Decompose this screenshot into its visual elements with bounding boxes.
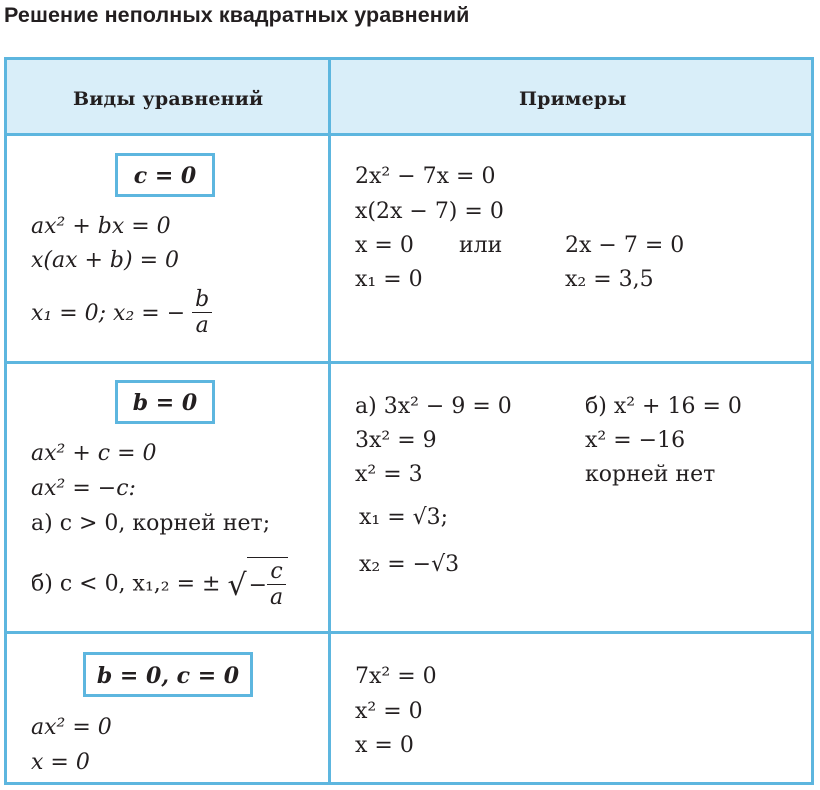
- formula-line: x = 0: [31, 750, 90, 775]
- formula-line: ax² + c = 0: [31, 441, 157, 466]
- divider: [7, 361, 811, 364]
- fraction-denominator: a: [267, 584, 286, 611]
- page-title: Решение неполных квадратных уравнений: [4, 3, 470, 27]
- example-line: б) x² + 16 = 0: [585, 394, 742, 419]
- formula-roots-text: б) c < 0, x₁,₂ = ±: [31, 571, 221, 597]
- formula-roots-text: x₁ = 0; x₂ = −: [31, 300, 186, 326]
- radical-sign-icon: √: [227, 567, 247, 603]
- example-line: x₂ = 3,5: [565, 267, 654, 292]
- example-line: x(2x − 7) = 0: [355, 199, 504, 224]
- column-header-examples: Примеры: [519, 88, 627, 110]
- formula-line: ax² = −c:: [31, 476, 136, 501]
- example-line: 7x² = 0: [355, 664, 437, 689]
- example-line: x² = 3: [355, 462, 423, 487]
- example-line: x = 0: [355, 233, 414, 258]
- example-line: x₂ = −√3: [359, 552, 460, 577]
- example-line: 3x² = 9: [355, 428, 437, 453]
- divider: [328, 60, 331, 782]
- example-or: или: [459, 233, 503, 258]
- formula-line: ax² = 0: [31, 715, 112, 740]
- formula-roots: [31, 557, 288, 612]
- formula-line: а) c > 0, корней нет;: [31, 511, 271, 536]
- case-box-b-zero: b = 0: [115, 380, 215, 424]
- example-line: x² = 0: [355, 699, 423, 724]
- example-line: x₁ = 0: [355, 267, 423, 292]
- fraction-b-over-a: [192, 288, 212, 340]
- column-header-types: Виды уравнений: [73, 88, 264, 110]
- fraction-numerator: b: [195, 287, 210, 312]
- formula-line: x(ax + b) = 0: [31, 248, 180, 273]
- fraction-c-over-a: [267, 560, 286, 612]
- example-line: x₁ = √3;: [359, 505, 449, 530]
- formula-line: ax² + bx = 0: [31, 214, 171, 239]
- radical: √− $\frac{c}{a}$: [227, 557, 288, 612]
- table-header: [7, 60, 811, 133]
- example-line: а) 3x² − 9 = 0: [355, 394, 512, 419]
- example-line: 2x − 7 = 0: [565, 233, 685, 258]
- example-line: x² = −16: [585, 428, 686, 453]
- fraction-denominator: a: [192, 312, 212, 339]
- divider: [7, 133, 811, 136]
- example-line: 2x² − 7x = 0: [355, 164, 496, 189]
- formula-roots: [31, 288, 212, 340]
- example-line: x = 0: [355, 733, 414, 758]
- fraction-numerator: c: [270, 559, 283, 584]
- divider: [7, 631, 811, 634]
- case-box-b-c-zero: b = 0, c = 0: [83, 652, 253, 697]
- case-box-c-zero: c = 0: [115, 153, 215, 197]
- example-line: корней нет: [585, 462, 716, 487]
- equations-table: [4, 57, 814, 785]
